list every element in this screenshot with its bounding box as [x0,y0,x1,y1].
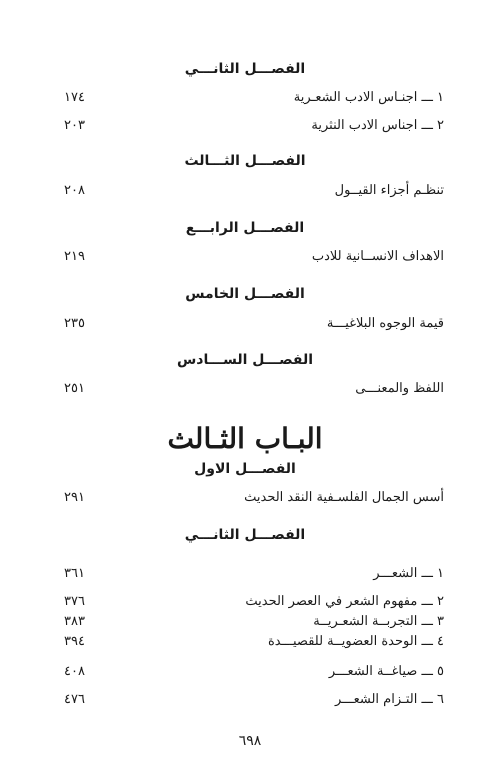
toc-page-number: ٣٦١ [64,566,85,581]
toc-page-number: ٤٧٦ [64,692,85,707]
toc-entry: أسس الجمال الفلسـفية النقد الحديث [244,490,444,505]
toc-entry: ٦ ـــ التـزام الشعـــر [335,692,444,707]
chapter-heading: الفصـــل الخامس [185,286,305,302]
chapter-heading: الفصـــل الثانـــي [184,527,306,543]
chapter-heading: الفصـــل الثانـــي [184,61,306,77]
toc-entry: ٢ ـــ اجناس الادب النثرية [311,118,444,133]
chapter-heading: الفصـــل الاول [194,461,296,477]
toc-page-number: ٣٩٤ [64,634,85,649]
toc-page-number: ٤٠٨ [64,664,85,679]
toc-entry: ١ ـــ الشعـــر [373,566,444,581]
toc-entry: اللفظ والمعنـــى [355,381,444,396]
chapter-heading: الفصـــل الثـــالث [184,153,306,169]
page-folio: ٦٩٨ [238,733,262,749]
toc-entry: قيمة الوجوه البلاغيـــة [326,316,444,331]
toc-entry: تنظـم أجزاء القيــول [334,183,444,198]
toc-page-number: ٢٩١ [64,490,85,505]
toc-page-number: ٢١٩ [64,249,85,264]
toc-entry: ١ ـــ اجنـاس الادب الشعـرية [293,90,444,105]
toc-entry: ٤ ـــ الوحدة العضويــة للقصيـــدة [267,634,444,649]
toc-entry: ٣ ـــ التجربــة الشعـريــة [313,614,444,629]
toc-entry: ٥ ـــ صياغــة الشعـــر [328,664,444,679]
chapter-heading: الفصـــل الرابـــع [185,220,305,236]
toc-page-number: ٣٧٦ [64,594,85,609]
toc-page-number: ٢٥١ [64,381,85,396]
toc-page-number: ١٧٤ [64,90,85,105]
toc-page-number: ٢٠٨ [64,183,85,198]
toc-page-number: ٢٣٥ [64,316,85,331]
toc-entry: ٢ ـــ مفهوم الشعر في العصر الحديث [245,594,444,609]
toc-page-number: ٣٨٣ [64,614,85,629]
toc-entry: الاهداف الانســانية للادب [311,249,444,264]
chapter-heading: الفصـــل الســـادس [176,352,314,368]
toc-page-number: ٢٠٣ [64,118,85,133]
part-title: البـاب الثـالث [167,422,323,455]
